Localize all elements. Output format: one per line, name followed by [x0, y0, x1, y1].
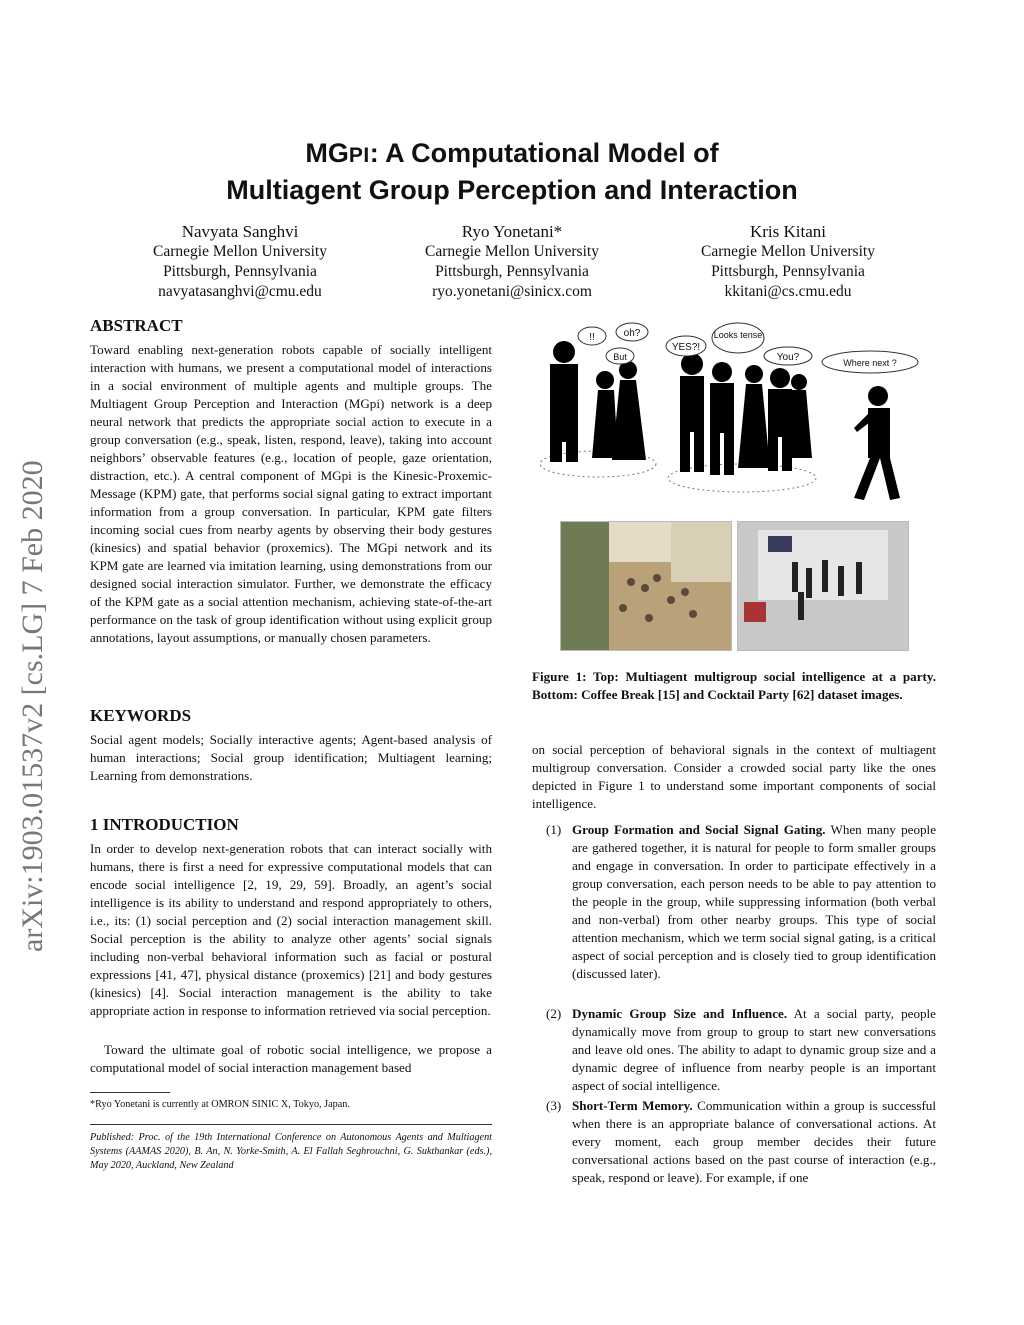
author-block-2 [362, 222, 662, 302]
list-item [546, 821, 937, 983]
intro-heading: 1 INTRODUCTION [90, 815, 239, 834]
group-ellipse-2 [668, 464, 816, 492]
list-item-title: Dynamic Group Size and Influence. [572, 1006, 788, 1021]
published-rule [90, 1124, 492, 1125]
cocktail-party-photo [737, 521, 909, 651]
title-pi: PI [348, 144, 370, 167]
author-name: Navyata Sanghvi [181, 222, 299, 241]
intro-paragraph-1: In order to develop next-generation robots that can interact socially with humans, there is first a need for expressive computational models that can encode social intelligence [2, 19, 29, 59]. Broadly, an agent’s social intelligence is its ability to understand and respond appropriately to others, i.e., its: (1) social perception and (2) social interaction management skill. Social perception is the ability to analyze other agents’ social signals including non-verbal behavioral information such as facial or postural expressions [41, 47], physical distance (proxemics) [21] and body gestures (kinesics) [4]. Social interaction management is the ability to take appropriate action in response to information retrieved via social perception. [90, 841, 492, 1018]
group-2-figures [680, 353, 812, 475]
author-email: kkitani@cs.cmu.edu [724, 283, 852, 300]
footnote: *Ryo Yonetani is currently at OMRON SINIC X, Tokyo, Japan. [90, 1099, 350, 1110]
published-note: Published: Proc. of the 19th International Conference on Autonomous Agents and Multiagent Systems (AAMAS 2020), B. An, N. Yorke-Smith, A. El Fallah Seghrouchni, G. Sukthankar (eds.), May 2020, Auckland, New Zealand [90, 1132, 492, 1171]
walking-person [854, 386, 900, 500]
author-location: Pittsburgh, Pennsylvania [711, 263, 865, 280]
bubble-text: YES?! [671, 342, 701, 353]
list-item-text: Communication within a group is successful when there is an appropriate balance of conversational actions. At every moment, each group member decides their future conversational actions based on the past course of interaction (e.g., speak, respond or leave). For example, if one [572, 1098, 936, 1185]
author-block-1 [90, 222, 390, 302]
author-location: Pittsburgh, Pennsylvania [163, 263, 317, 280]
list-item [546, 1005, 936, 1095]
list-item [546, 1097, 936, 1187]
list-item-number: (2) [546, 1006, 562, 1021]
bubble-text: You? [776, 352, 800, 363]
coffee-break-photo [560, 521, 732, 651]
author-email: navyatasanghvi@cmu.edu [158, 283, 322, 300]
list-item-text: At a social party, people dynamically move from group to group to start new conversations and leave old ones. The ability to adapt to dynamic group size and a dynamic degree of influence from nearby people is an important aspect of social intelligence. [572, 1006, 936, 1093]
party-illustration [532, 318, 938, 514]
bubble-text: oh? [623, 328, 641, 339]
keywords-text: Social agent models; Socially interactive agents; Agent-based analysis of human interactions; Social group identification; Multiagent learning; Learning from demonstrations. [90, 732, 492, 783]
right-paragraph-1: on social perception of behavioral signals in the context of multiagent multigroup conversation. Consider a crowded social party like the ones depicted in Figure 1 to understand some important components of social intelligence. [532, 742, 936, 811]
author-affiliation: Carnegie Mellon University [425, 243, 599, 260]
author-name: Kris Kitani [749, 222, 827, 241]
bubble-text: But [613, 352, 627, 362]
intro-paragraph-2: Toward the ultimate goal of robotic social intelligence, we propose a computational model of social interaction management based [90, 1042, 492, 1075]
keywords-heading: KEYWORDS [90, 706, 192, 725]
author-name: Ryo Yonetani* [461, 222, 563, 241]
title-line2: Multiagent Group Perception and Interaction [226, 175, 798, 205]
bubble-text: Looks tense [713, 330, 763, 340]
title-line1: : A Computational Model of [369, 138, 719, 168]
list-item-title: Short-Term Memory. [572, 1098, 693, 1113]
abstract-heading: ABSTRACT [90, 316, 183, 335]
list-item-number: (1) [546, 822, 562, 837]
list-item-number: (3) [546, 1098, 562, 1113]
author-affiliation: Carnegie Mellon University [701, 243, 875, 260]
bubble-text: Where next ? [843, 358, 897, 368]
paper-title [0, 136, 1024, 207]
abstract-text: Toward enabling next-generation robots capable of socially intelligent interaction with humans, we present a computational model of interactions in a social environment of multiple agents and multiple groups. The Multiagent Group Perception and Interaction (MGpi) network is a deep neural network that predicts the appropriate social action to execute in a group conversation (e.g., speak, listen, respond, leave), taking into account neighbors’ observable features (e.g., location of people, gaze orientation, distraction, etc.). A central component of MGpi is the Kinesic-Proxemic-Message (KPM) gate, that performs social signal gating to extract important information from a group conversation. In particular, KPM gate filters incoming social cues from nearby agents by observing their body gestures (kinesics) and spatial behavior (proxemics). The MGpi network and its KPM gate are learned via imitation learning, using demonstrations from our designed social interaction simulator. Further, we demonstrate the efficacy of the KPM gate as a social attention mechanism, achieving state-of-the-art performance on the task of group identification without using explicit group annotations, layout assumptions, or manually chosen parameters. [90, 342, 492, 645]
bubble-text: !! [589, 332, 595, 343]
author-email: ryo.yonetani@sinicx.com [432, 283, 592, 300]
figure-caption: Figure 1: Top: Multiagent multigroup social intelligence at a party. Bottom: Coffee Break [15] and Cocktail Party [62] dataset images. [532, 669, 936, 702]
arxiv-identifier: arXiv:1903.01537v2 [cs.LG] 7 Feb 2020 [16, 460, 49, 952]
author-block-3 [638, 222, 938, 302]
title-mg: MG [305, 138, 349, 168]
list-item-text: When many people are gathered together, it is natural for people to form smaller groups and engage in conversation. In order to participate effectively in a group conversation, each person needs to be able to pay attention to the people in the group, while suppressing information (both verbal and non-verbal) from other nearby groups. This type of social attention mechanism, which we term social signal gating, is a critical aspect of social perception and is closely tied to group identification (discussed later). [572, 822, 937, 981]
author-location: Pittsburgh, Pennsylvania [435, 263, 589, 280]
footnote-rule [90, 1092, 170, 1093]
author-affiliation: Carnegie Mellon University [153, 243, 327, 260]
list-item-title: Group Formation and Social Signal Gating. [572, 822, 826, 837]
